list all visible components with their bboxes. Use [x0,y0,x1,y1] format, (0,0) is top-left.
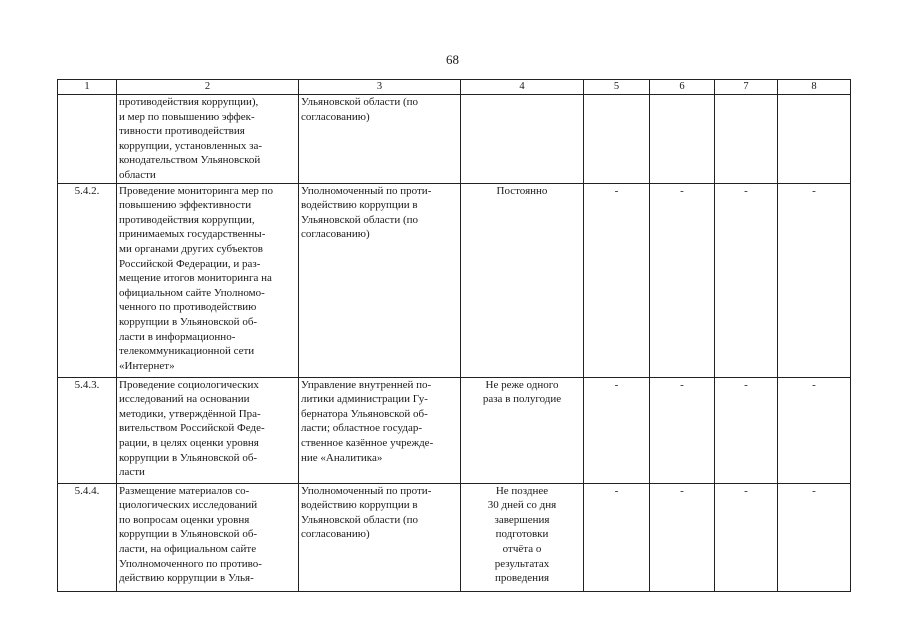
executor-text: Уполномоченный по проти- водействию коррупции в Ульяновской области (по согласованию) [299,183,461,377]
cell-col7 [715,95,778,184]
cell-col6 [650,95,715,184]
term-text [461,95,584,184]
cell-col7: - [715,377,778,483]
term-text: Постоянно [461,183,584,377]
column-header: 8 [778,80,851,95]
column-header: 7 [715,80,778,95]
cell-col5: - [584,377,650,483]
table-row [58,95,851,184]
cell-col7: - [715,483,778,591]
cell-col6: - [650,377,715,483]
table-header-row [58,80,851,95]
row-number: 5.4.3. [58,377,117,483]
column-header: 6 [650,80,715,95]
column-header: 5 [584,80,650,95]
executor-text: Управление внутренней по- литики администрации Гу- бернатора Ульяновской об- ласти; областное государ- ственное казённое учрежде- ние «Аналитика» [299,377,461,483]
row-number [58,95,117,184]
measure-text: Размещение материалов со- циологических исследований по вопросам оценки уровня коррупции в Ульяновской об- ласти, на официальном сайте Уполномоченного по противо- действию коррупции в Улья- [117,483,299,591]
executor-text: Уполномоченный по проти- водействию коррупции в Ульяновской области (по согласованию) [299,483,461,591]
measure-text: Проведение социологических исследований на основании методики, утверждённой Пра- вительством Российской Феде- рации, в целях оценки уровня коррупции в Ульяновской об- ласти [117,377,299,483]
table-row [58,483,851,591]
column-header: 2 [117,80,299,95]
measure-text: Проведение мониторинга мер по повышению эффективности противодействия коррупции, принимаемых государственны- ми органами других субъектов Российской Федерации, и раз- мещение итогов мониторинга на официальном сайте Уполномо- ченного по противодействию коррупции в Ульяновской об- ласти в информационно- телекоммуникационной сети «Интернет» [117,183,299,377]
cell-col8 [778,95,851,184]
table-row [58,377,851,483]
cell-col8: - [778,483,851,591]
cell-col6: - [650,483,715,591]
cell-col6: - [650,183,715,377]
term-text: Не позднее 30 дней со дня завершения подготовки отчёта о результатах проведения [461,483,584,591]
cell-col8: - [778,183,851,377]
column-header: 1 [58,80,117,95]
cell-col5: - [584,483,650,591]
table-row [58,183,851,377]
cell-col8: - [778,377,851,483]
cell-col5: - [584,183,650,377]
column-header: 4 [461,80,584,95]
row-number: 5.4.2. [58,183,117,377]
executor-text: Ульяновской области (по согласованию) [299,95,461,184]
cell-col7: - [715,183,778,377]
column-header: 3 [299,80,461,95]
measure-text: противодействия коррупции), и мер по повышению эффек- тивности противодействия коррупции, установленных за- конодательством Ульяновской области [117,95,299,184]
row-number: 5.4.4. [58,483,117,591]
measures-table [57,79,851,592]
term-text: Не реже одного раза в полугодие [461,377,584,483]
page-number: 68 [446,52,459,67]
cell-col5 [584,95,650,184]
